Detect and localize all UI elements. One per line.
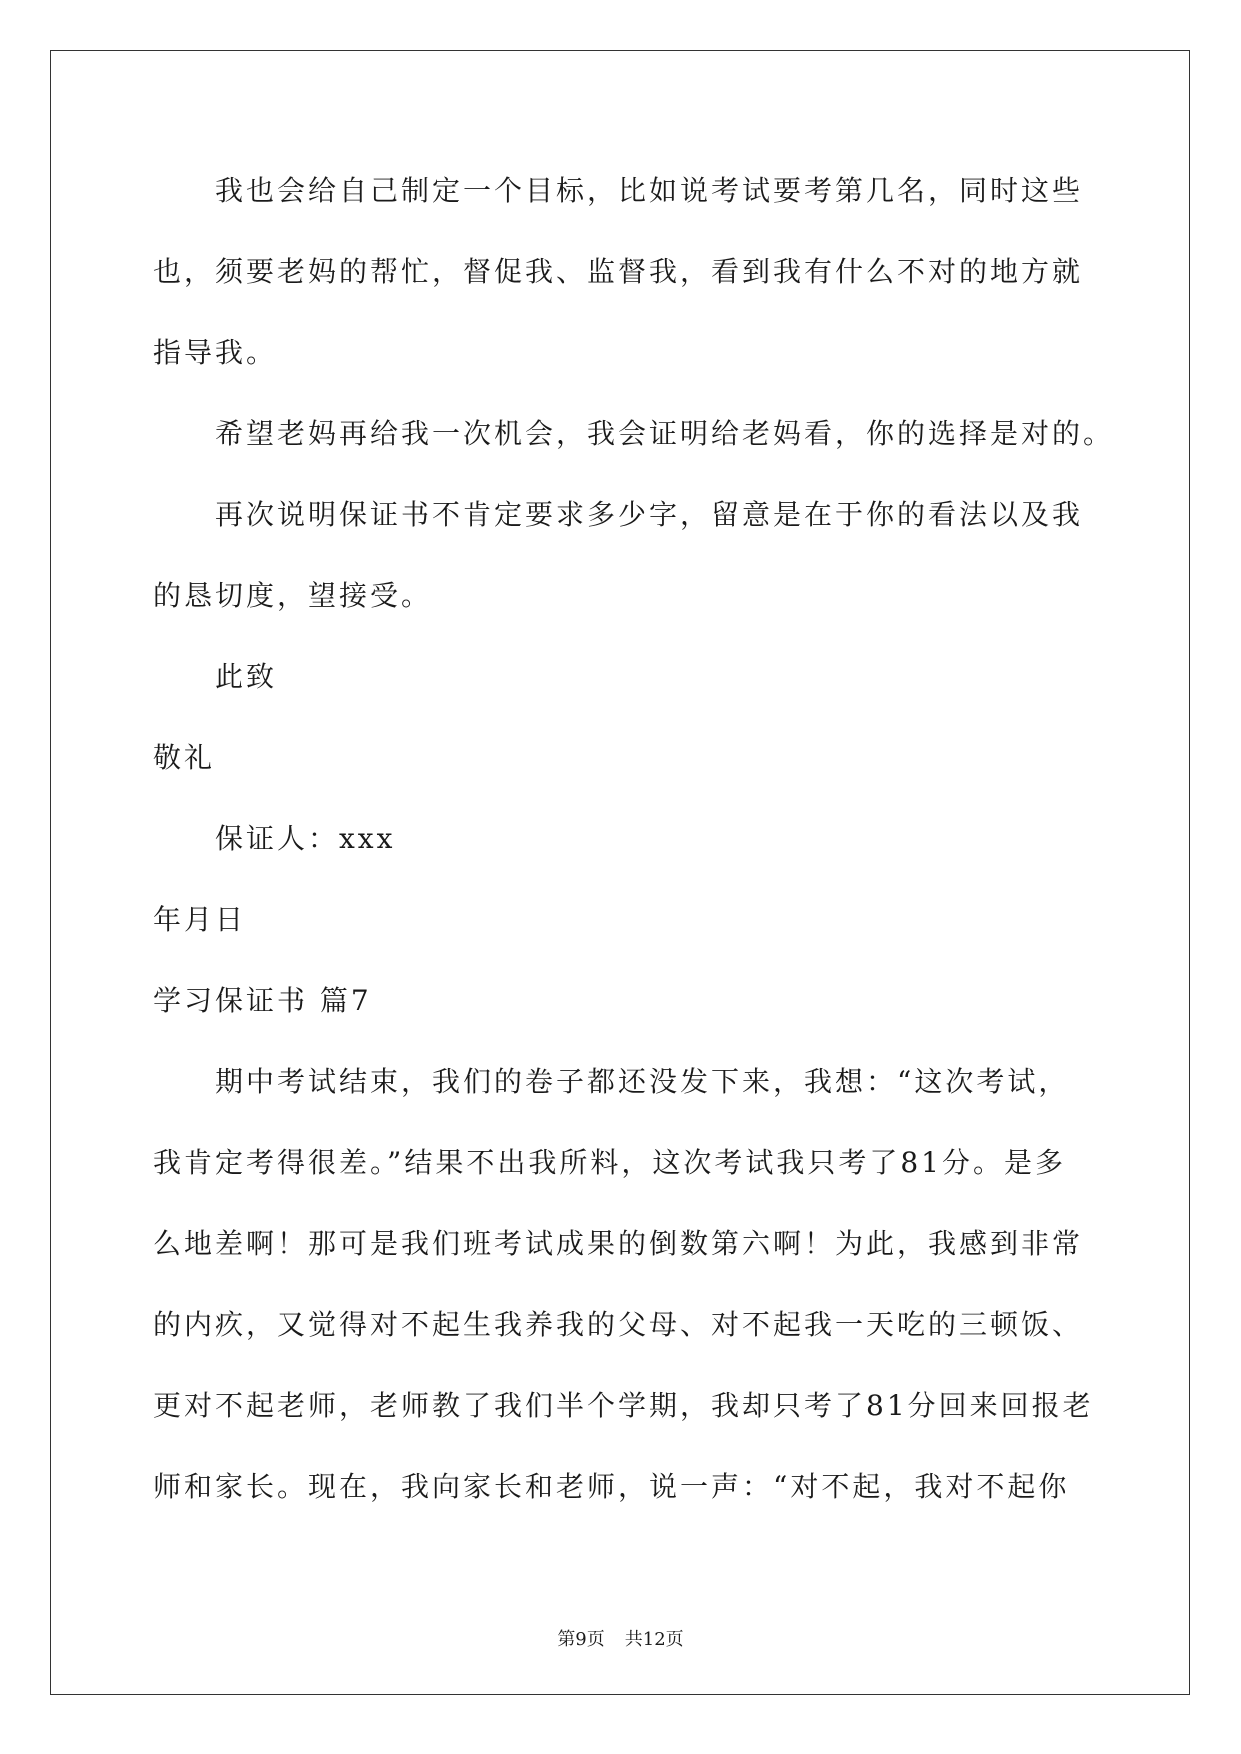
date-line: 年月日	[153, 903, 247, 936]
text-line: 也，须要老妈的帮忙，督促我、监督我，看到我有什么不对的地方就	[153, 255, 1084, 288]
page-current: 第9页	[557, 1629, 605, 1650]
text-line: 师和家长。现在，我向家长和老师，说一声：“对不起，我对不起你	[153, 1470, 1070, 1503]
text-line: 的内疚，又觉得对不起生我养我的父母、对不起我一天吃的三顿饭、	[153, 1308, 1084, 1341]
text-line: 更对不起老师，老师教了我们半个学期，我却只考了81分回来回报老	[153, 1389, 1094, 1422]
text-line: 再次说明保证书不肯定要求多少字，留意是在于你的看法以及我	[215, 498, 1084, 531]
text-line: 么地差啊！那可是我们班考试成果的倒数第六啊！为此，我感到非常	[153, 1227, 1084, 1260]
text-line: 指导我。	[153, 336, 278, 369]
page-total: 共12页	[624, 1629, 684, 1650]
page-footer	[0, 1628, 1241, 1652]
salutation-line: 敬礼	[153, 741, 216, 774]
text-line: 我也会给自己制定一个目标，比如说考试要考第几名，同时这些	[215, 174, 1084, 207]
signature-line: 保证人：xxx	[215, 822, 396, 855]
page-border	[50, 50, 1190, 1695]
salutation-line: 此致	[215, 660, 278, 693]
text-line: 的恳切度，望接受。	[153, 579, 433, 612]
text-line: 期中考试结束，我们的卷子都还没发下来，我想：“这次考试，	[215, 1065, 1070, 1098]
section-heading: 学习保证书 篇7	[153, 984, 372, 1017]
text-line: 希望老妈再给我一次机会，我会证明给老妈看，你的选择是对的。	[215, 417, 1115, 450]
text-line: 我肯定考得很差。”结果不出我所料，这次考试我只考了81分。是多	[153, 1146, 1066, 1179]
